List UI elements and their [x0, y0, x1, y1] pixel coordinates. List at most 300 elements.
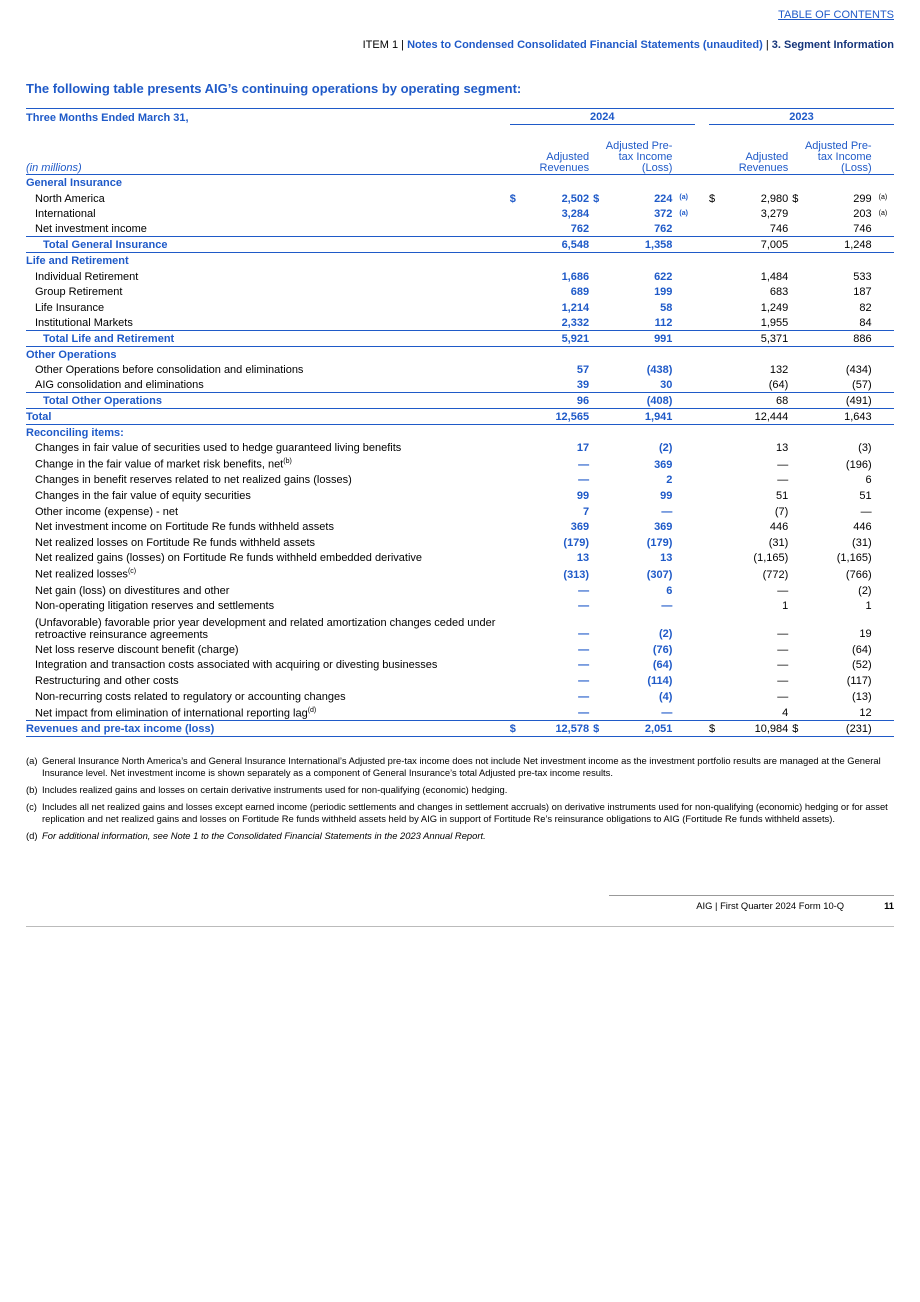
- footnote-ref: [876, 721, 894, 737]
- currency-symbol: [709, 408, 721, 424]
- currency-symbol: [709, 362, 721, 378]
- table-row: [26, 268, 894, 284]
- footnote-ref: [676, 472, 694, 488]
- currency-symbol: [593, 704, 605, 721]
- currency-symbol: [510, 455, 522, 472]
- footnote-ref: [676, 284, 694, 300]
- row-label-text: Total Other Operations: [43, 394, 162, 407]
- pretax-2024: (2): [658, 628, 673, 641]
- footnote-ref: [876, 237, 894, 253]
- footnote-ref: [876, 221, 894, 237]
- footnote-ref: [876, 268, 894, 284]
- revenues-2024: 7: [582, 505, 590, 518]
- revenues-2024: —: [578, 690, 590, 703]
- footnote-ref: [676, 688, 694, 704]
- currency-symbol: [709, 503, 721, 519]
- footnote-ref: [876, 672, 894, 688]
- currency-symbol: [792, 613, 804, 641]
- col-header-pretax-2024: Adjusted Pre-tax Income (Loss): [605, 140, 673, 174]
- row-label-text: Non-recurring costs related to regulatory or accounting changes: [35, 690, 346, 703]
- currency-symbol: [709, 582, 721, 598]
- footnote-ref: [676, 393, 694, 409]
- revenues-2023: 1,955: [760, 316, 789, 329]
- footnote-ref: (c): [127, 568, 137, 576]
- footer-text: AIG | First Quarter 2024 Form 10-Q: [696, 900, 845, 911]
- footnote-ref: [676, 221, 694, 237]
- breadcrumb-separator: |: [765, 39, 769, 51]
- currency-symbol: [593, 237, 605, 253]
- currency-symbol: [792, 221, 804, 237]
- row-label: [26, 688, 510, 704]
- revenues-2024: 762: [570, 223, 590, 236]
- currency-symbol: $: [792, 192, 799, 205]
- pretax-2024: (307): [646, 569, 673, 582]
- revenues-2024: 39: [576, 379, 590, 392]
- pretax-2023: (2): [858, 584, 872, 597]
- currency-symbol: [510, 221, 522, 237]
- footnote-text: General Insurance North America’s and General Insurance International’s Adjusted pre-tax income does not include Net investment income as the investment portfolio results are managed at the General Insurance level. Net investment income is shown separately as a component of General Insurance’s total Adjusted pre-tax income results.: [42, 755, 881, 778]
- currency-symbol: [792, 299, 804, 315]
- section-header-oo: [26, 346, 894, 362]
- currency-symbol: [792, 237, 804, 253]
- currency-symbol: [593, 440, 605, 456]
- row-label: [26, 582, 510, 598]
- pretax-2024: 762: [654, 223, 673, 236]
- currency-symbol: $: [709, 721, 721, 737]
- currency-symbol: [593, 688, 605, 704]
- currency-symbol: [510, 362, 522, 378]
- footnote-ref: [876, 565, 894, 582]
- row-label-text: North America: [35, 192, 105, 205]
- pretax-2023: 1: [865, 600, 872, 613]
- currency-symbol: [709, 330, 721, 346]
- col-header-revenues-2024: Adjusted Revenues: [539, 151, 590, 174]
- footnote-ref: [676, 519, 694, 535]
- currency-symbol: [709, 206, 721, 222]
- currency-symbol: [593, 268, 605, 284]
- footnote-ref: [676, 330, 694, 346]
- pretax-2023: (434): [845, 364, 872, 377]
- footnote-ref: [876, 299, 894, 315]
- row-label: [26, 190, 510, 206]
- currency-symbol: [709, 221, 721, 237]
- currency-symbol: [510, 613, 522, 641]
- footnote-ref: [676, 534, 694, 550]
- section-label: Reconciling items:: [26, 424, 510, 440]
- currency-symbol: [709, 641, 721, 657]
- footnote-ref: [676, 582, 694, 598]
- currency-symbol: [792, 330, 804, 346]
- pretax-2023: 84: [859, 316, 872, 329]
- row-label-text: Individual Retirement: [35, 270, 139, 283]
- footnote-ref: [876, 598, 894, 614]
- row-label-text: Net realized gains (losses) on Fortitude Re funds withheld embedded derivative: [35, 552, 423, 565]
- pretax-2024: (114): [647, 675, 673, 688]
- revenues-2024: 3,284: [561, 208, 590, 221]
- table-row: [26, 657, 894, 673]
- currency-symbol: [510, 440, 522, 456]
- row-label: [26, 440, 510, 456]
- currency-symbol: [593, 487, 605, 503]
- currency-symbol: [510, 688, 522, 704]
- footnote-ref: [876, 487, 894, 503]
- currency-symbol: [510, 284, 522, 300]
- breadcrumb: [363, 39, 894, 51]
- revenues-2024: —: [578, 600, 590, 613]
- row-label: [26, 362, 510, 378]
- row-label: [26, 519, 510, 535]
- revenues-2023: —: [777, 628, 789, 641]
- revenues-2024: 6,548: [522, 237, 593, 253]
- currency-symbol: [792, 688, 804, 704]
- row-label: [26, 377, 510, 393]
- row-label-text: Change in the fair value of market risk benefits, net: [35, 458, 284, 471]
- row-label: [26, 330, 510, 346]
- pretax-2023: (64): [852, 643, 872, 656]
- col-header-revenues-2023: Adjusted Revenues: [738, 151, 789, 174]
- currency-symbol: [593, 299, 605, 315]
- pretax-2024: 369: [654, 458, 673, 471]
- currency-symbol: [510, 672, 522, 688]
- footnote-mark: (b): [26, 784, 38, 795]
- row-label-text: Other income (expense) - net: [35, 505, 179, 518]
- row-label-text: Other Operations before consolidation and eliminations: [35, 364, 304, 377]
- revenues-2023: 132: [769, 364, 789, 377]
- currency-symbol: [792, 455, 804, 472]
- pretax-2023: 203: [853, 208, 872, 221]
- revenues-2023: (64): [768, 379, 789, 392]
- table-row: [26, 704, 894, 721]
- currency-symbol: [792, 408, 804, 424]
- section-label: Life and Retirement: [26, 252, 510, 268]
- col-header-pretax-2023: Adjusted Pre-tax Income (Loss): [804, 140, 872, 174]
- pretax-2023: 82: [859, 301, 872, 314]
- currency-symbol: [792, 472, 804, 488]
- units-label: (in millions): [26, 162, 82, 174]
- table-row: [26, 284, 894, 300]
- pretax-2024: 2: [666, 474, 673, 487]
- currency-symbol: [510, 657, 522, 673]
- revenues-2024: 1,686: [561, 270, 590, 283]
- currency-symbol: [792, 582, 804, 598]
- currency-symbol: [709, 455, 721, 472]
- revenues-2024: 57: [576, 364, 590, 377]
- pretax-2024: (64): [652, 659, 673, 672]
- currency-symbol: $: [510, 721, 522, 737]
- row-label: [26, 721, 510, 737]
- currency-symbol: [709, 672, 721, 688]
- revenues-2024: —: [578, 584, 590, 597]
- currency-symbol: [510, 393, 522, 409]
- footnote-ref: [876, 362, 894, 378]
- pretax-2023: 446: [853, 521, 872, 534]
- currency-symbol: [709, 613, 721, 641]
- revenues-2024: 689: [570, 286, 590, 299]
- page-heading: The following table presents AIG’s continuing operations by operating segment:: [26, 81, 522, 96]
- revenues-2023: (7): [774, 505, 789, 518]
- row-label: [26, 672, 510, 688]
- pretax-2023: (766): [845, 569, 872, 582]
- row-label-text: Non-operating litigation reserves and settlements: [35, 600, 275, 613]
- revenues-2024: —: [578, 659, 590, 672]
- footnote-ref: [676, 503, 694, 519]
- currency-symbol: [709, 472, 721, 488]
- section-label: General Insurance: [26, 175, 510, 191]
- table-row: [26, 315, 894, 331]
- row-label: [26, 315, 510, 331]
- pretax-2023: 886: [804, 330, 875, 346]
- section-header-gi: [26, 175, 894, 191]
- pretax-2024: (179): [646, 536, 673, 549]
- revenues-2024: 96: [522, 393, 593, 409]
- pretax-2023: 19: [859, 628, 872, 641]
- section-header-lr: [26, 252, 894, 268]
- table-row: [26, 455, 894, 472]
- footnote-text: Includes realized gains and losses on certain derivative instruments used for non-qualifying (economic) hedging.: [42, 784, 508, 795]
- currency-symbol: [792, 598, 804, 614]
- pretax-2024: 1,941: [605, 408, 676, 424]
- revenues-2024: 369: [570, 521, 590, 534]
- row-label: [26, 598, 510, 614]
- footnote-ref: (b): [283, 458, 292, 466]
- table-row: [26, 672, 894, 688]
- row-label: [26, 613, 510, 641]
- currency-symbol: [792, 657, 804, 673]
- footnote: [26, 784, 890, 796]
- currency-symbol: [593, 393, 605, 409]
- currency-symbol: [593, 362, 605, 378]
- currency-symbol: [792, 672, 804, 688]
- footnote-mark: (a): [26, 755, 38, 766]
- revenues-2023: 746: [769, 223, 789, 236]
- currency-symbol: [792, 704, 804, 721]
- pretax-2023: 12: [859, 707, 872, 720]
- revenues-2023: 5,371: [721, 330, 792, 346]
- footnote-ref: [676, 440, 694, 456]
- row-label-text: Net gain (loss) on divestitures and other: [35, 584, 230, 597]
- currency-symbol: [510, 330, 522, 346]
- row-label: [26, 472, 510, 488]
- row-label-text: Integration and transaction costs associated with acquiring or divesting businesses: [35, 659, 438, 672]
- currency-symbol: [510, 582, 522, 598]
- pretax-2023: 1,643: [804, 408, 875, 424]
- pretax-2023: 51: [859, 490, 872, 503]
- pretax-2023: (231): [804, 721, 875, 737]
- currency-symbol: [709, 377, 721, 393]
- currency-symbol: [593, 206, 605, 222]
- currency-symbol: [593, 408, 605, 424]
- currency-symbol: [792, 641, 804, 657]
- year-2024-header: 2024: [510, 109, 695, 125]
- currency-symbol: [709, 268, 721, 284]
- currency-symbol: [510, 472, 522, 488]
- currency-symbol: [593, 315, 605, 331]
- row-label-text: Net impact from elimination of international reporting lag: [35, 707, 308, 720]
- pretax-2024: 6: [666, 584, 673, 597]
- row-label-text: Changes in fair value of securities used to hedge guaranteed living benefits: [35, 442, 402, 455]
- pretax-2024: 372: [654, 208, 673, 221]
- revenues-2024: —: [578, 675, 590, 688]
- row-label-text: Net realized losses on Fortitude Re funds withheld assets: [35, 536, 316, 549]
- pretax-2024: 622: [654, 270, 673, 283]
- pretax-2024: (76): [652, 643, 673, 656]
- footnote-ref: [676, 721, 694, 737]
- revenues-2024: —: [578, 707, 590, 720]
- currency-symbol: [792, 565, 804, 582]
- currency-symbol: [709, 704, 721, 721]
- table-row: [26, 487, 894, 503]
- footnote-ref: [676, 455, 694, 472]
- pretax-2023: (1,165): [836, 552, 872, 565]
- table-row: [26, 534, 894, 550]
- revenues-2023: 51: [776, 490, 789, 503]
- currency-symbol: [792, 550, 804, 566]
- footnote-ref: [876, 315, 894, 331]
- table-row: [26, 377, 894, 393]
- revenues-2023: —: [777, 458, 789, 471]
- page-footer: [609, 895, 894, 911]
- footnote-ref: [876, 519, 894, 535]
- footnote-ref: [876, 440, 894, 456]
- currency-symbol: [593, 284, 605, 300]
- pretax-2023: (57): [852, 379, 872, 392]
- pretax-2023: (491): [804, 393, 875, 409]
- currency-symbol: $: [708, 192, 716, 205]
- pretax-2024: 991: [605, 330, 676, 346]
- revenues-2023: 7,005: [721, 237, 792, 253]
- table-header-columns: [26, 125, 894, 175]
- breadcrumb-item: ITEM 1: [362, 39, 399, 51]
- revenues-2023: —: [777, 675, 789, 688]
- pretax-2024: 199: [654, 286, 673, 299]
- row-label-text: Changes in the fair value of equity securities: [35, 490, 251, 503]
- footnote-ref: [676, 550, 694, 566]
- footnote-ref: [876, 408, 894, 424]
- pretax-2024: 2,051: [605, 721, 676, 737]
- row-label-text: (Unfavorable) favorable prior year development and related amortization changes ceded under retroactive reinsurance agreements: [35, 617, 496, 641]
- row-label-text: Revenues and pre-tax income (loss): [26, 722, 215, 735]
- currency-symbol: [593, 503, 605, 519]
- currency-symbol: [510, 206, 522, 222]
- row-label: [26, 299, 510, 315]
- row-label-text: International: [35, 208, 96, 221]
- currency-symbol: [510, 704, 522, 721]
- breadcrumb-separator: |: [401, 39, 404, 51]
- revenues-2023: —: [777, 690, 789, 703]
- footnote-ref: [676, 487, 694, 503]
- table-row: [26, 641, 894, 657]
- pretax-2024: (4): [658, 690, 673, 703]
- table-header-years: [26, 109, 894, 125]
- revenues-2024: 1,214: [561, 301, 590, 314]
- footnote-ref: [876, 704, 894, 721]
- revenues-2023: 4: [782, 707, 789, 720]
- footnotes: [26, 755, 890, 847]
- table-row: [26, 221, 894, 237]
- table-of-contents-link[interactable]: TABLE OF CONTENTS: [778, 9, 894, 21]
- currency-symbol: [792, 362, 804, 378]
- revenues-2023: 1,249: [760, 301, 789, 314]
- currency-symbol: [593, 330, 605, 346]
- currency-symbol: [510, 503, 522, 519]
- currency-symbol: [792, 393, 804, 409]
- footnote-ref: [676, 565, 694, 582]
- revenues-2024: 99: [576, 490, 590, 503]
- table-row: [26, 472, 894, 488]
- revenues-2023: —: [777, 474, 789, 487]
- pretax-2023: (117): [846, 675, 872, 688]
- row-label: [26, 534, 510, 550]
- row-label: [26, 237, 510, 253]
- currency-symbol: [792, 519, 804, 535]
- page-number: 11: [884, 900, 894, 911]
- pretax-2024: —: [661, 505, 673, 518]
- currency-symbol: [593, 657, 605, 673]
- row-label-text: Life Insurance: [35, 301, 105, 314]
- segment-table: [26, 108, 894, 737]
- pretax-2023: 6: [865, 474, 872, 487]
- pretax-2023: 746: [853, 223, 872, 236]
- footnote-ref: [876, 613, 894, 641]
- row-label-text: Changes in benefit reserves related to net realized gains (losses): [35, 474, 352, 487]
- footnote-ref: [876, 688, 894, 704]
- breadcrumb-current: 3. Segment Information: [771, 39, 894, 51]
- currency-symbol: [709, 519, 721, 535]
- currency-symbol: [709, 393, 721, 409]
- currency-symbol: [593, 550, 605, 566]
- pretax-2024: 1,358: [605, 237, 676, 253]
- currency-symbol: [709, 565, 721, 582]
- currency-symbol: [510, 237, 522, 253]
- currency-symbol: [510, 299, 522, 315]
- pretax-2023: (13): [852, 690, 872, 703]
- currency-symbol: [792, 503, 804, 519]
- currency-symbol: [593, 598, 605, 614]
- revenues-2023: 2,980: [760, 192, 789, 205]
- row-label: [26, 284, 510, 300]
- footnote-ref: [676, 362, 694, 378]
- currency-symbol: $: [593, 192, 600, 205]
- currency-symbol: [510, 315, 522, 331]
- currency-symbol: [510, 598, 522, 614]
- pretax-2024: 224: [654, 192, 673, 205]
- footnote-ref: [676, 704, 694, 721]
- table-row: [26, 721, 894, 737]
- footnote-ref: (a): [679, 194, 688, 202]
- revenues-2023: —: [777, 659, 789, 672]
- row-label: [26, 550, 510, 566]
- revenues-2023: 683: [769, 286, 789, 299]
- currency-symbol: [593, 641, 605, 657]
- pretax-2024: 30: [660, 379, 673, 392]
- table-row: [26, 598, 894, 614]
- currency-symbol: [709, 534, 721, 550]
- currency-symbol: [593, 221, 605, 237]
- currency-symbol: [709, 550, 721, 566]
- row-label: [26, 704, 510, 721]
- table-row: [26, 408, 894, 424]
- footnote-ref: [876, 393, 894, 409]
- row-label-text: Net investment income: [35, 223, 147, 236]
- footnote-ref: (d): [307, 706, 317, 714]
- bottom-divider: [26, 926, 894, 927]
- footnote-mark: (d): [26, 830, 38, 841]
- revenues-2024: 5,921: [522, 330, 593, 346]
- currency-symbol: [709, 237, 721, 253]
- currency-symbol: [593, 672, 605, 688]
- row-label-text: Net investment income on Fortitude Re funds withheld assets: [35, 521, 334, 534]
- currency-symbol: $: [593, 721, 605, 737]
